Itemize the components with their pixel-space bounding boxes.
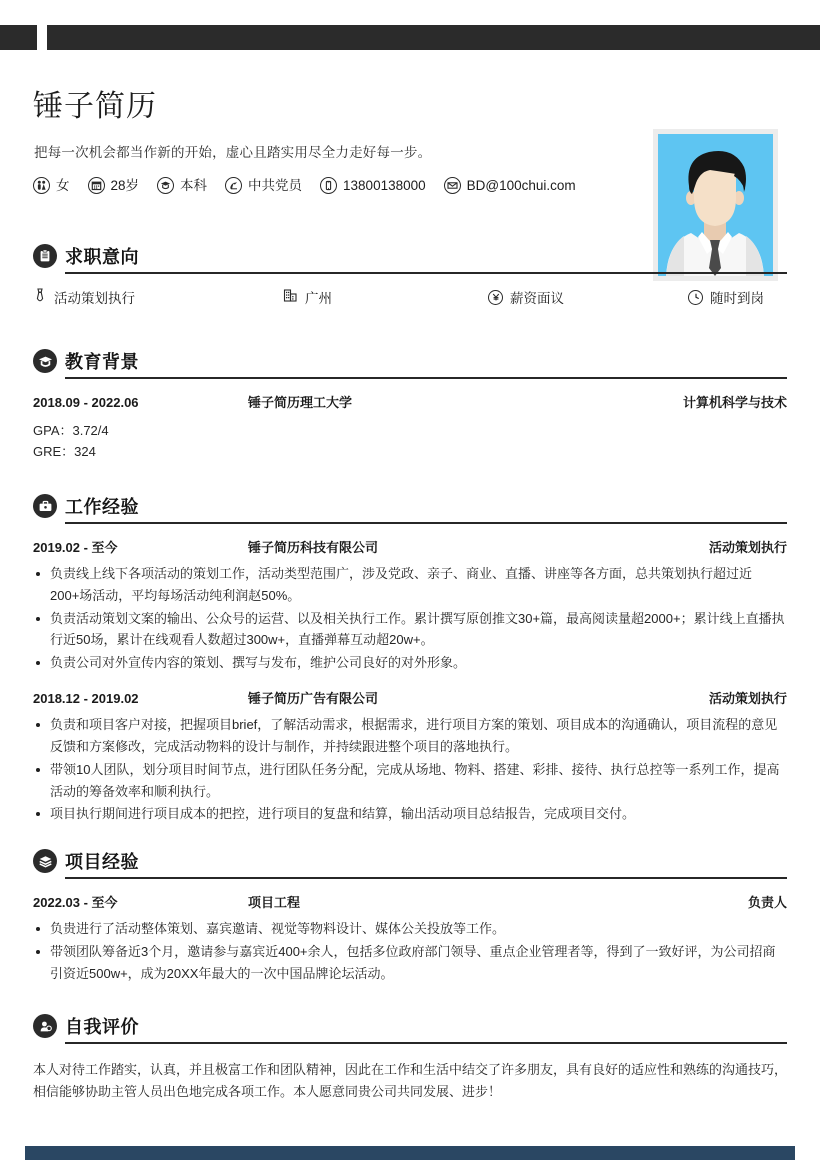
clock-icon — [688, 290, 703, 305]
job-intention-row — [33, 287, 787, 307]
entry-heading-row — [33, 537, 787, 556]
meta-education — [157, 177, 207, 194]
entry-heading-row — [33, 892, 787, 911]
person-badge-icon — [33, 1014, 57, 1038]
list-item: 负责活动策划文案的输出、公众号的运营、以及相关执行工作。累计撰写原创推文30+篇，最高阅读量超2000+；累计线上直播执行近50场，累计在线观看人数超过300w+，直播弹幕互动超20w+。 — [33, 608, 787, 652]
section-divider — [65, 272, 787, 274]
envelope-icon — [444, 177, 461, 194]
intent-city-value: 广州 — [305, 291, 332, 306]
party-emblem-icon — [225, 177, 242, 194]
section-title-project: 项目经验 — [65, 852, 139, 872]
intent-position — [33, 287, 283, 307]
header-meta-row — [33, 177, 576, 194]
education-school: 锤子简历理工大学 — [248, 395, 353, 410]
project-name: 项目工程 — [248, 895, 301, 910]
top-bar-segment-left — [0, 25, 37, 50]
meta-political-status-value: 中共党员 — [248, 177, 303, 193]
work-role: 活动策划执行 — [708, 540, 787, 555]
intent-availability-value: 随时到岗 — [710, 291, 764, 306]
work-date: 2018.12 - 2019.02 — [33, 691, 139, 707]
resume-header — [0, 60, 820, 235]
graduation-cap-icon — [33, 349, 57, 373]
meta-education-value: 本科 — [180, 177, 208, 193]
intent-salary-value: 薪资面议 — [510, 291, 564, 306]
building-icon — [283, 288, 298, 306]
project-entry — [33, 892, 787, 984]
bottom-decorative-bar — [25, 1146, 795, 1160]
project-bullets — [33, 918, 787, 984]
section-work-experience — [0, 493, 820, 826]
calendar-icon — [88, 177, 105, 194]
education-major: 计算机科学与技术 — [682, 395, 787, 410]
meta-age-value: 28岁 — [110, 177, 140, 193]
phone-icon — [320, 177, 337, 194]
work-company: 锤子简历广告有限公司 — [248, 691, 379, 707]
list-item: 负责和项目客户对接，把握项目brief，了解活动需求，根据需求，进行项目方案的策划、项目成本的沟通确认，项目流程的意见反馈和方案修改，完成活动物料的设计与制作，并持续跟进整个项目的落地执行。 — [33, 714, 787, 758]
gender-icon — [33, 177, 50, 194]
education-gpa: GPA：3.72/4 — [33, 423, 109, 438]
section-header-project — [33, 848, 787, 878]
education-date: 2018.09 - 2022.06 — [33, 395, 139, 410]
project-date: 2022.03 - 至今 — [33, 895, 118, 910]
intent-salary — [488, 287, 688, 307]
section-divider — [65, 377, 787, 379]
list-item: 带领团队筹备近3个月，邀请参与嘉宾近400+余人，包括多位政府部门领导、重点企业管理者等，得到了一致好评，为公司招商引资近500w+，成为20XX年最大的一次中国品牌论坛活动。 — [33, 941, 787, 985]
top-bar-segment-right — [47, 25, 820, 50]
intent-city — [283, 287, 488, 307]
education-details — [33, 420, 787, 462]
section-header-work — [33, 493, 787, 523]
section-title-evaluation: 自我评价 — [65, 1017, 139, 1037]
section-divider — [65, 877, 787, 879]
entry-heading-row — [33, 688, 787, 707]
work-entry — [33, 537, 787, 674]
intent-availability — [688, 287, 764, 307]
project-role: 负责人 — [747, 895, 787, 910]
meta-gender — [33, 177, 70, 194]
education-entry — [33, 392, 787, 462]
section-title-work: 工作经验 — [65, 497, 139, 517]
meta-political-status — [225, 177, 302, 194]
meta-phone-value: 13800138000 — [343, 177, 426, 193]
work-entry — [33, 688, 787, 825]
self-evaluation-text: 本人对待工作踏实，认真，并且极富工作和团队精神，因此在工作和生活中结交了许多朋友，具有良好的适应性和熟练的沟通技巧，相信能够协助主管人员出色地完成各项工作。本人愿意同贵公司共同发展、进步！ — [33, 1062, 788, 1100]
section-education — [0, 348, 820, 462]
work-date: 2019.02 - 至今 — [33, 540, 118, 555]
list-item: 负责公司对外宣传内容的策划、撰写与发布，维护公司良好的对外形象。 — [33, 652, 787, 674]
list-item: 项目执行期间进行项目成本的把控，进行项目的复盘和结算，输出活动项目总结报告，完成项目交付。 — [33, 803, 787, 825]
section-divider — [65, 1042, 787, 1044]
clipboard-icon — [33, 244, 57, 268]
entry-heading-row — [33, 392, 787, 411]
meta-email — [444, 177, 576, 194]
work-role: 活动策划执行 — [708, 691, 787, 707]
layers-icon — [33, 849, 57, 873]
work-bullets — [33, 563, 787, 674]
meta-age — [88, 177, 140, 194]
intent-position-value: 活动策划执行 — [54, 291, 135, 306]
section-header-job-intention — [33, 243, 787, 273]
section-header-evaluation — [33, 1013, 787, 1043]
section-title-job-intention: 求职意向 — [65, 247, 139, 267]
education-cap-icon — [157, 177, 174, 194]
education-gre: GRE：324 — [33, 444, 96, 460]
work-company: 锤子简历科技有限公司 — [248, 540, 379, 555]
section-self-evaluation — [0, 1013, 820, 1104]
top-decorative-bar — [0, 25, 820, 50]
section-divider — [65, 522, 787, 524]
header-slogan: 把每一次机会都当作新的开始，虚心且踏实用尽全力走好每一步。 — [34, 145, 432, 160]
section-title-education: 教育背景 — [65, 352, 139, 372]
work-bullets — [33, 714, 787, 825]
meta-phone — [320, 177, 426, 194]
section-job-intention — [0, 243, 820, 307]
list-item: 负责线上线下各项活动的策划工作，活动类型范围广，涉及党政、亲子、商业、直播、讲座等各方面，总共策划执行超过近200+场活动，平均每场活动纯利润赵50%。 — [33, 563, 787, 607]
yen-icon — [488, 290, 503, 305]
section-project-experience — [0, 848, 820, 985]
tie-icon — [33, 288, 47, 307]
briefcase-icon — [33, 494, 57, 518]
list-item: 负贵进行了活动整体策划、嘉宾邀请、视觉等物料设计、媒体公关投放等工作。 — [33, 918, 787, 940]
meta-gender-value: 女 — [56, 177, 70, 193]
page-title: 锤子简历 — [33, 90, 157, 123]
section-header-education — [33, 348, 787, 378]
list-item: 带领10人团队，划分项目时间节点，进行团队任务分配，完成从场地、物料、搭建、彩排、接待、执行总控等一系列工作，提高活动的筹备效率和顺利执行。 — [33, 759, 787, 803]
meta-email-value: BD@100chui.com — [466, 177, 576, 193]
